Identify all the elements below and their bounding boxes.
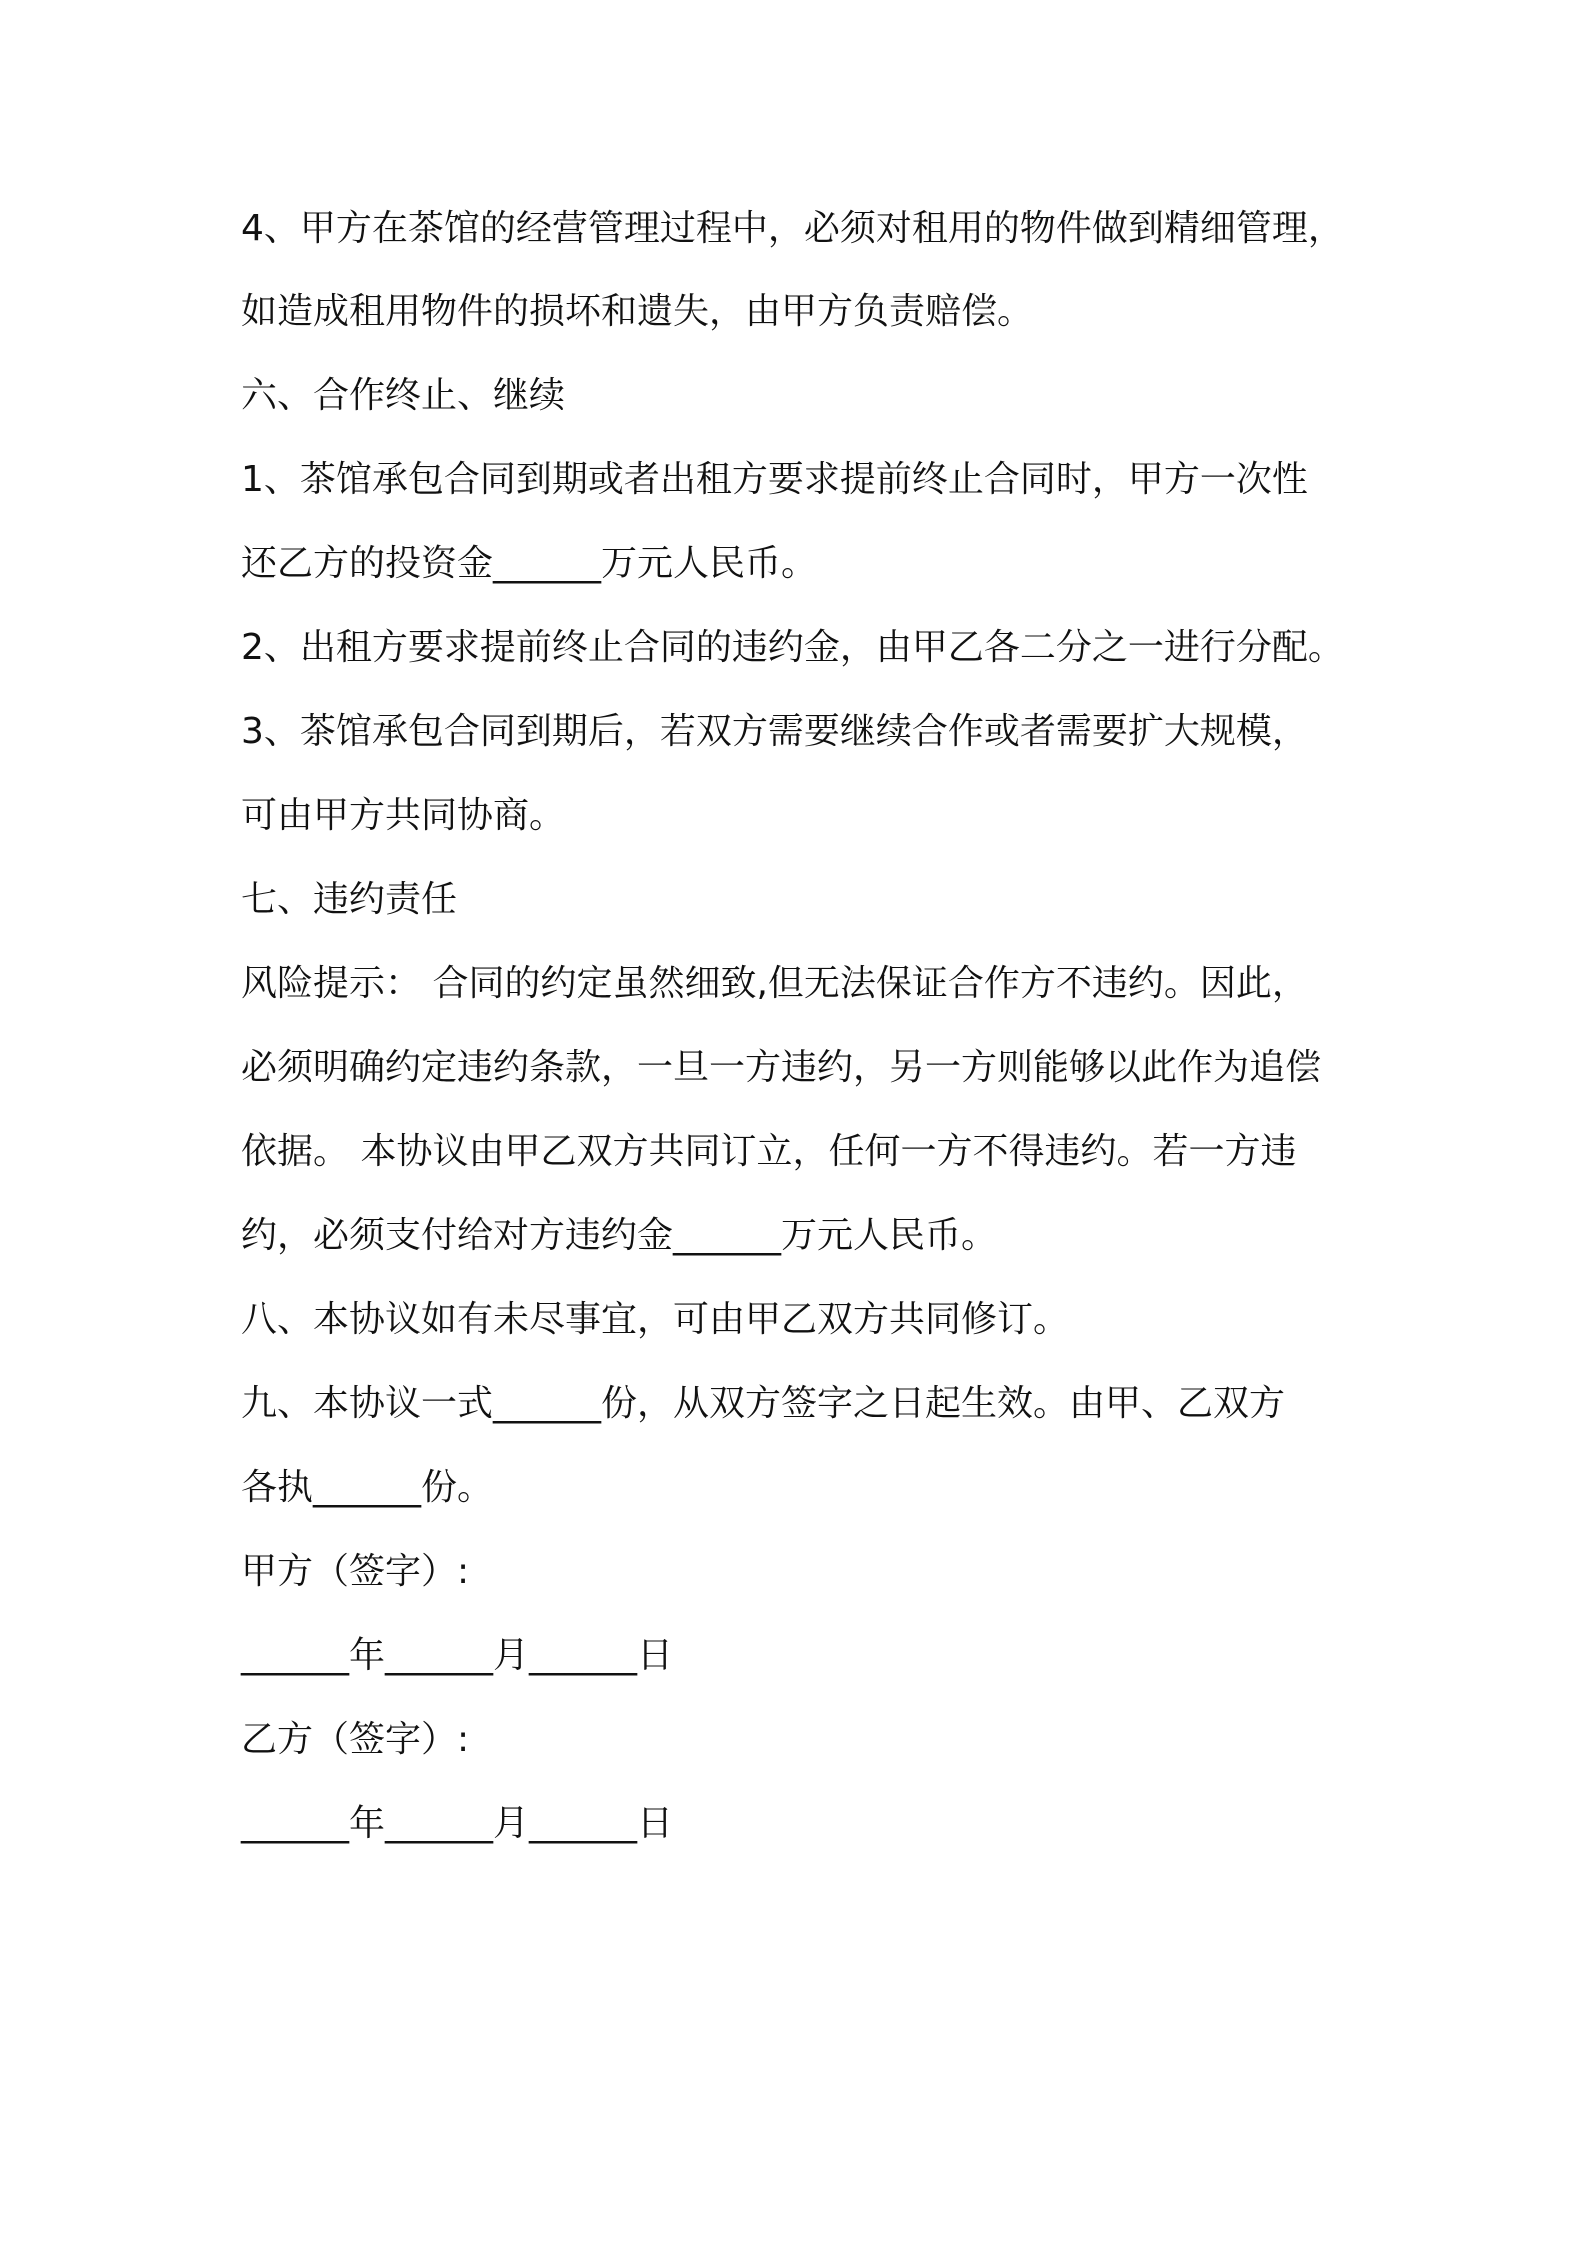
risk-notice-line-2: 必须明确约定违约条款，一旦一方违约，另一方则能够以此作为追偿 [241, 1047, 1322, 1088]
section-9-line-2: 各执______份。 [241, 1467, 494, 1508]
section-7-heading: 七、违约责任 [241, 879, 458, 920]
clause-6-item-1-line-2: 还乙方的投资金______万元人民币。 [241, 543, 818, 584]
party-a-signature-label: 甲方（签字）: [241, 1551, 470, 1592]
risk-notice-line-3: 依据。 本协议由甲乙双方共同订立，任何一方不得违约。若一方违 [241, 1131, 1297, 1172]
section-6-heading: 六、合作终止、继续 [241, 375, 566, 416]
section-9-line-1: 九、本协议一式______份，从双方签字之日起生效。由甲、乙双方 [241, 1383, 1286, 1424]
party-a-date-line: ______年______月______日 [241, 1635, 673, 1676]
clause-5-item-4-line-2: 如造成租用物件的损坏和遗失，由甲方负责赔偿。 [241, 291, 1034, 332]
section-8: 八、本协议如有未尽事宜，可由甲乙双方共同修订。 [241, 1299, 1070, 1340]
clause-6-item-2: 2、出租方要求提前终止合同的违约金，由甲乙各二分之一进行分配。 [241, 627, 1344, 668]
clause-5-item-4-line-1: 4、甲方在茶馆的经营管理过程中，必须对租用的物件做到精细管理， [241, 208, 1344, 249]
clause-6-item-1-line-1: 1、茶馆承包合同到期或者出租方要求提前终止合同时，甲方一次性 [241, 459, 1308, 500]
risk-notice-line-4: 约，必须支付给对方违约金______万元人民币。 [241, 1215, 998, 1256]
clause-6-item-3-line-1: 3、茶馆承包合同到期后，若双方需要继续合作或者需要扩大规模， [241, 711, 1308, 752]
risk-notice-line-1: 风险提示： 合同的约定虽然细致,但无法保证合作方不违约。因此， [241, 963, 1308, 1004]
clause-6-item-3-line-2: 可由甲方共同协商。 [241, 795, 566, 836]
party-b-signature-label: 乙方（签字）: [241, 1719, 470, 1760]
party-b-date-line: ______年______月______日 [241, 1803, 673, 1844]
